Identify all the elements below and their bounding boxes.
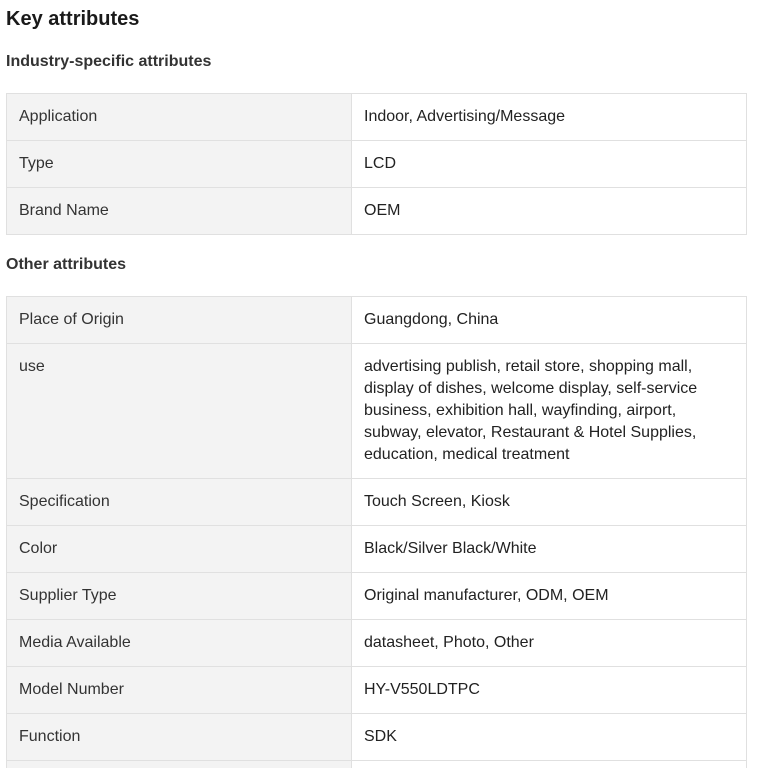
attribute-label: Specification [7,479,352,526]
other-attributes-table [6,296,747,768]
page-title: Key attributes [6,8,140,30]
table-row [7,141,747,188]
attribute-label: Brand Name [7,188,352,235]
table-row [7,620,747,667]
attribute-label [7,761,352,768]
attribute-label: Function [7,714,352,761]
industry-attributes-table [6,93,747,235]
table-row [7,761,747,768]
attribute-value: Black/Silver Black/White [352,526,747,573]
attribute-label: Media Available [7,620,352,667]
attribute-value: Original manufacturer, ODM, OEM [352,573,747,620]
table-row [7,573,747,620]
section-title-other: Other attributes [6,256,127,273]
table-row [7,297,747,344]
table-row [7,188,747,235]
attribute-label: Application [7,94,352,141]
table-row [7,714,747,761]
attribute-value: Indoor, Advertising/Message [352,94,747,141]
attribute-label: Place of Origin [7,297,352,344]
attribute-value: datasheet, Photo, Other [352,620,747,667]
table-row [7,344,747,479]
attribute-value: OEM [352,188,747,235]
table-row [7,479,747,526]
attribute-value: HY-V550LDTPC [352,667,747,714]
table-row [7,526,747,573]
attribute-label: Model Number [7,667,352,714]
attribute-value: Touch Screen, Kiosk [352,479,747,526]
attribute-label: Supplier Type [7,573,352,620]
table-row [7,94,747,141]
attribute-value: SDK [352,714,747,761]
attribute-label: Type [7,141,352,188]
attribute-value: Guangdong, China [352,297,747,344]
attribute-label: use [7,344,352,479]
section-title-industry: Industry-specific attributes [6,53,212,70]
attribute-value [352,761,747,768]
attribute-value: advertising publish, retail store, shopping mall, display of dishes, welcome display, self-service business, exhibition hall, wayfinding, airport, subway, elevator, Restaurant & Hotel Supplies, education, medical treatment [352,344,747,479]
attribute-value: LCD [352,141,747,188]
attribute-label: Color [7,526,352,573]
table-row [7,667,747,714]
